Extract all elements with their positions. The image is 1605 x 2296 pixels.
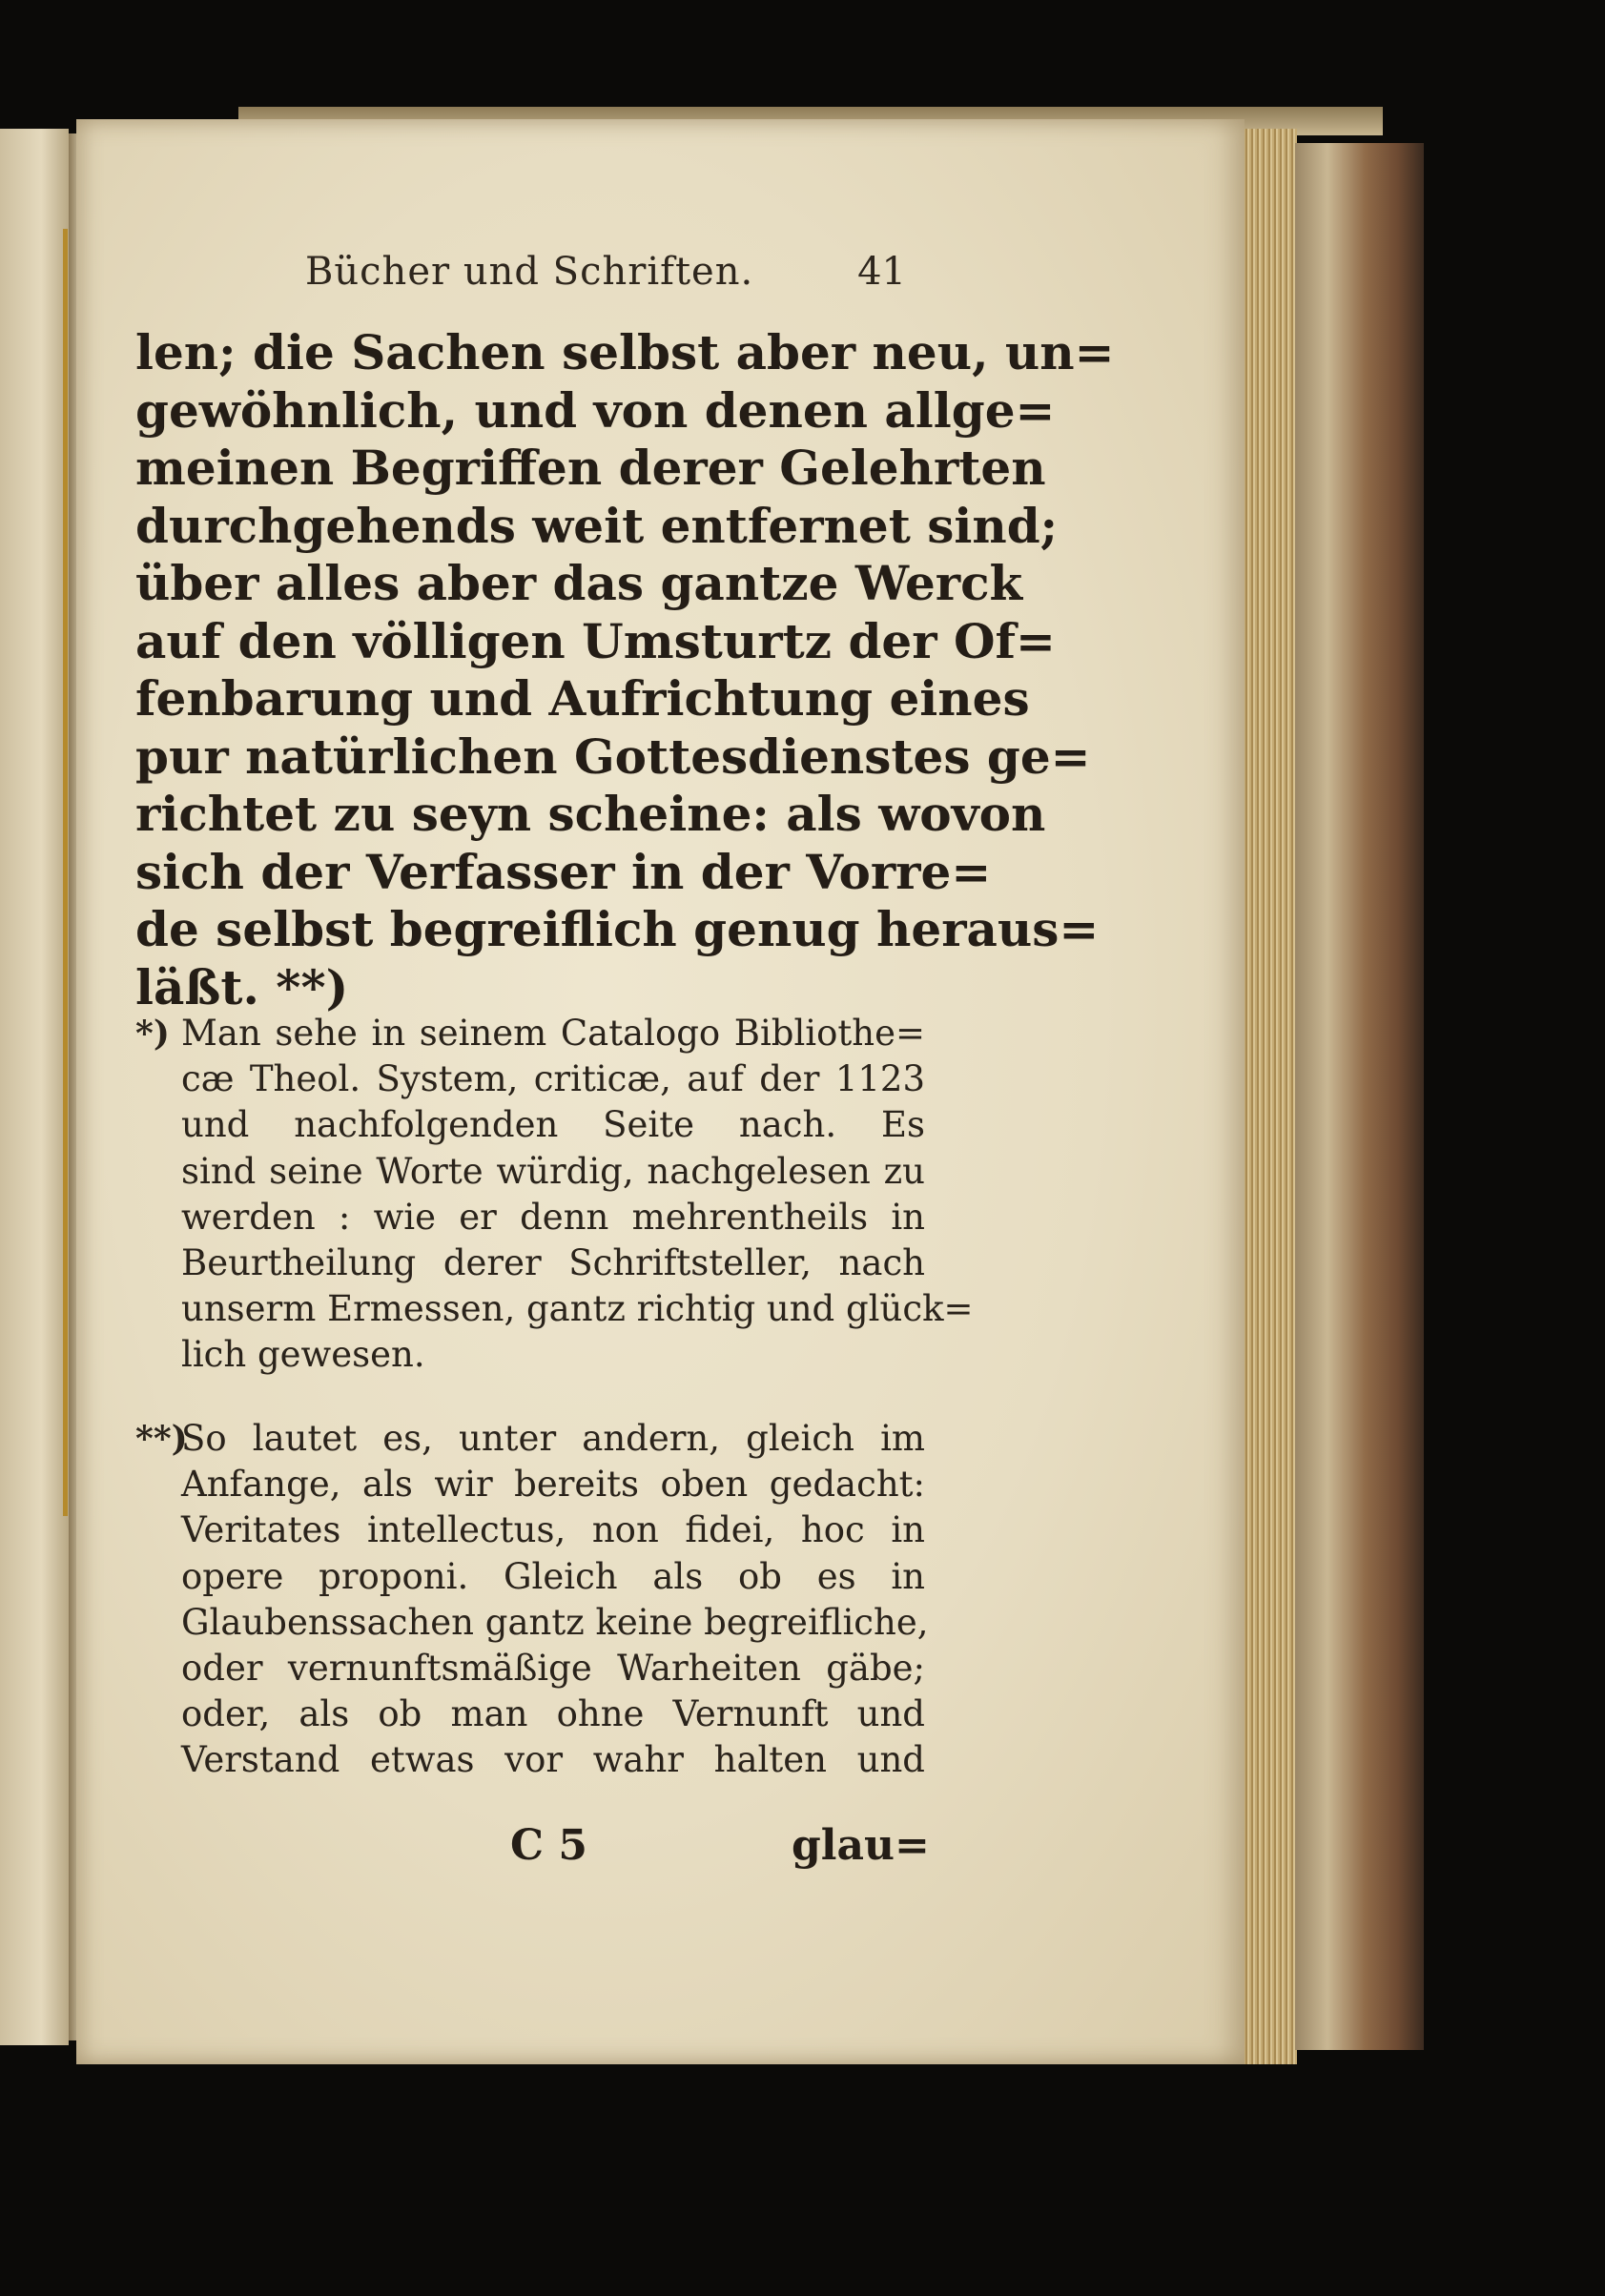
footnote-marker: **)	[135, 1419, 188, 1459]
text-line: fenbarung und Aufrichtung eines	[135, 670, 1030, 727]
text-line: auf den völligen Umsturtz der Of=	[135, 612, 1056, 669]
footnote-line: unserm Ermessen, gantz richtig und glück=	[181, 1288, 974, 1330]
page-number: 41	[857, 250, 906, 294]
text-line: über alles aber das gantze Werck	[135, 555, 1023, 611]
main-text-block	[135, 324, 1115, 1016]
footnote-line: Verstand etwas vor wahr halten und	[181, 1739, 925, 1781]
footnote-lines	[181, 1416, 929, 1784]
page-header	[305, 250, 916, 307]
footnote-line: Glaubenssachen gantz keine begreifliche,	[181, 1601, 929, 1643]
page-stack-edge	[1238, 129, 1297, 2064]
footnote-line: sind seine Worte würdig, nachgelesen zu	[181, 1150, 925, 1192]
text-line: richtet zu seyn scheine: als wovon	[135, 786, 1046, 842]
left-page-edge	[0, 129, 69, 2045]
footnote-line: lich gewesen.	[181, 1334, 425, 1376]
footnote-line: Man sehe in seinem Catalogo Bibliothe=	[181, 1013, 925, 1054]
text-line: len; die Sachen selbst aber neu, un=	[135, 324, 1115, 380]
footnote-line: oder vernunftsmäßige Warheiten gäbe;	[181, 1648, 925, 1690]
footnote-line: Anfange, als wir bereits oben gedacht:	[181, 1464, 925, 1506]
footnote-lines	[181, 1011, 974, 1379]
footnote-line: und nachfolgenden Seite nach. Es	[181, 1104, 925, 1146]
footnote-line: So lautet es, unter andern, gleich im	[181, 1418, 925, 1459]
text-line: durchgehends weit entfernet sind;	[135, 497, 1059, 554]
footnote-line: Beurtheilung derer Schriftsteller, nach	[181, 1242, 925, 1284]
text-line: de selbst begreiflich genug heraus=	[135, 901, 1100, 957]
text-line: pur natürlichen Gottesdienstes ge=	[135, 728, 1091, 785]
footnote-line: cæ Theol. System, criticæ, auf der 1123	[181, 1058, 925, 1100]
footnote-line: oder, als ob man ohne Vernunft und	[181, 1693, 925, 1735]
book-cover-spine	[1295, 143, 1424, 2050]
left-page-binding-line	[63, 229, 68, 1516]
footnote-line: Veritates intellectus, non fidei, hoc in	[181, 1509, 925, 1551]
signature-mark: C 5	[510, 1821, 587, 1870]
footnote-marker: *)	[135, 1014, 170, 1054]
footnote-line: opere proponi. Gleich als ob es in	[181, 1555, 925, 1597]
catchword: glau=	[792, 1821, 930, 1870]
text-line: meinen Begriffen derer Gelehrten	[135, 440, 1046, 496]
text-line: läßt. **)	[135, 958, 349, 1015]
footnote-line: werden : wie er denn mehrentheils in	[181, 1196, 925, 1238]
text-line: sich der Verfasser in der Vorre=	[135, 843, 992, 900]
text-line: gewöhnlich, und von denen allge=	[135, 381, 1056, 439]
running-title: Bücher und Schriften.	[305, 250, 754, 294]
